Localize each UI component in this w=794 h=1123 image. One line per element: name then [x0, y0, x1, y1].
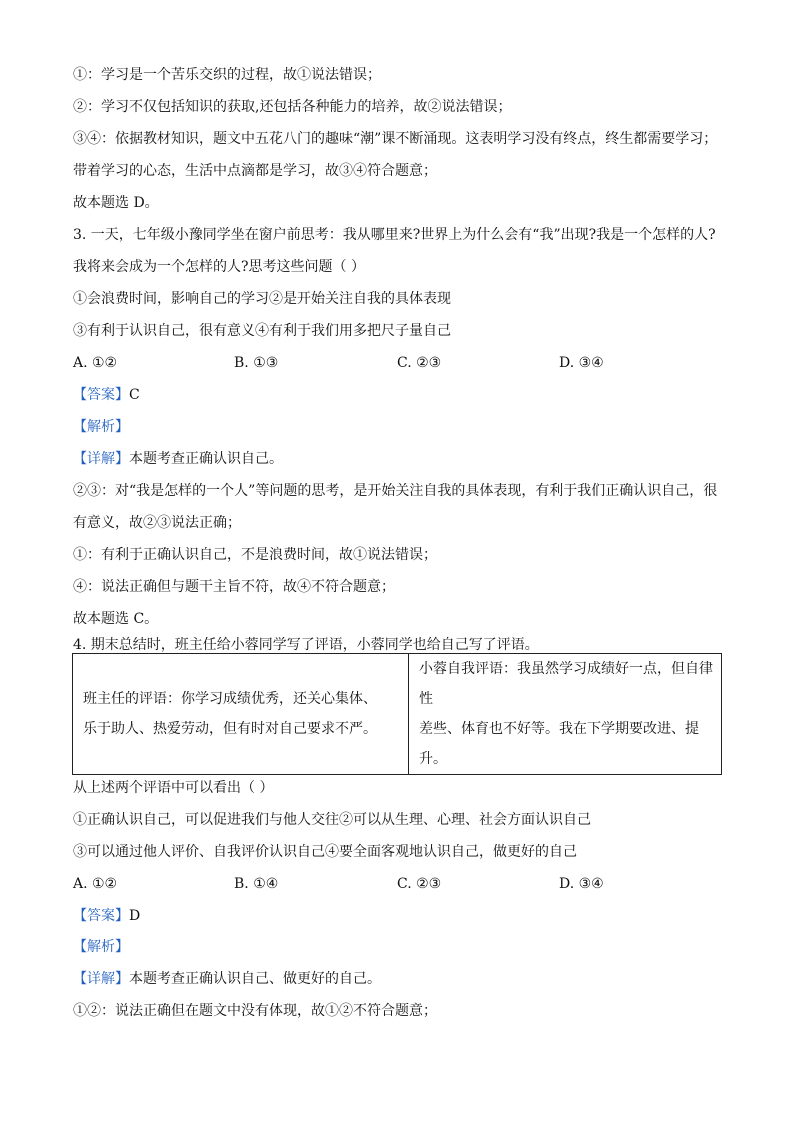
answer-line [73, 906, 140, 926]
question-4-statement: ③可以通过他人评价、自我评价认识自己④要全面客观地认识自己，做更好的自己 [73, 844, 577, 860]
question-4-stem: 4. 期末总结时，班主任给小蓉同学写了评语，小蓉同学也给自己写了评语。 [73, 637, 539, 653]
option-c: C. ②③ [397, 876, 442, 892]
teacher-comment-cell [73, 654, 409, 775]
text-line: 带着学习的心态，生活中点滴都是学习，故③④符合题意； [73, 163, 437, 179]
analysis-tag: 【解析】 [73, 939, 129, 955]
option-a: A. ①② [73, 876, 118, 892]
question-4-prompt: 从上述两个评语中可以看出（ ） [73, 780, 274, 796]
option-a: A. ①② [73, 355, 118, 371]
teacher-comment-line: 班主任的评语：你学习成绩优秀，还关心集体、 [83, 691, 377, 707]
text-line: ③④：依据教材知识，题文中五花八门的趣味“潮”课不断涌现。这表明学习没有终点，终生都需要学习； [73, 131, 718, 147]
option-c: C. ②③ [397, 355, 442, 371]
text-line: ②：学习不仅包括知识的获取,还包括各种能力的培养，故②说法错误； [73, 99, 512, 115]
detail-text: 本题考查正确认识自己。 [129, 451, 283, 467]
text-line: ①：学习是一个苦乐交织的过程，故①说法错误； [73, 67, 381, 83]
option-b: B. ①③ [234, 355, 279, 371]
question-3-statement: ③有利于认识自己，很有意义④有利于我们用多把尺子量自己 [73, 323, 451, 339]
self-comment-line: 小蓉自我评语：我虽然学习成绩好一点，但自律性 [419, 661, 713, 707]
question-3-options [73, 353, 723, 373]
option-d: D. ③④ [559, 876, 604, 892]
explanation-line: ④：说法正确但与题干主旨不符，故④不符合题意； [73, 579, 395, 595]
question-4-options [73, 874, 723, 894]
answer-tag: 【答案】 [73, 387, 129, 403]
explanation-line: 有意义，故②③说法正确； [73, 515, 241, 531]
detail-line [73, 449, 283, 469]
question-3-stem: 3. 一天，七年级小豫同学坐在窗户前思考：我从哪里来?世界上为什么会有“我”出现?我是一个怎样的人? [73, 227, 716, 243]
question-3-stem: 我将来会成为一个怎样的人?思考这些问题（ ） [73, 259, 365, 275]
analysis-tag: 【解析】 [73, 419, 129, 435]
answer-line [73, 385, 140, 405]
option-b: B. ①④ [234, 876, 279, 892]
answer-value: D [129, 908, 141, 924]
question-4-statement: ①正确认识自己，可以促进我们与他人交往②可以从生理、心理、社会方面认识自己 [73, 812, 591, 828]
question-3-statement: ①会浪费时间，影响自己的学习②是开始关注自我的具体表现 [73, 291, 451, 307]
teacher-comment-line: 乐于助人、热爱劳动，但有时对自己要求不严。 [83, 721, 377, 737]
self-comment-cell [409, 654, 722, 775]
answer-value: C [129, 387, 140, 403]
self-comment-line: 差些、体育也不好等。我在下学期要改进、提升。 [419, 721, 699, 767]
detail-tag: 【详解】 [73, 451, 129, 467]
option-d: D. ③④ [559, 355, 604, 371]
explanation-line: ②③：对“我是怎样的一个人”等问题的思考，是开始关注自我的具体表现，有利于我们正确认识自己，很 [73, 483, 718, 499]
detail-text: 本题考查正确认识自己、做更好的自己。 [129, 971, 381, 987]
explanation-line: ①：有利于正确认识自己，不是浪费时间，故①说法错误； [73, 547, 437, 563]
detail-tag: 【详解】 [73, 971, 129, 987]
evaluation-table [72, 653, 722, 775]
text-line: 故本题选 D。 [73, 195, 159, 211]
detail-line [73, 969, 381, 989]
answer-tag: 【答案】 [73, 908, 129, 924]
explanation-line: 故本题选 C。 [73, 611, 159, 627]
explanation-line: ①②：说法正确但在题文中没有体现，故①②不符合题意； [73, 1003, 437, 1019]
